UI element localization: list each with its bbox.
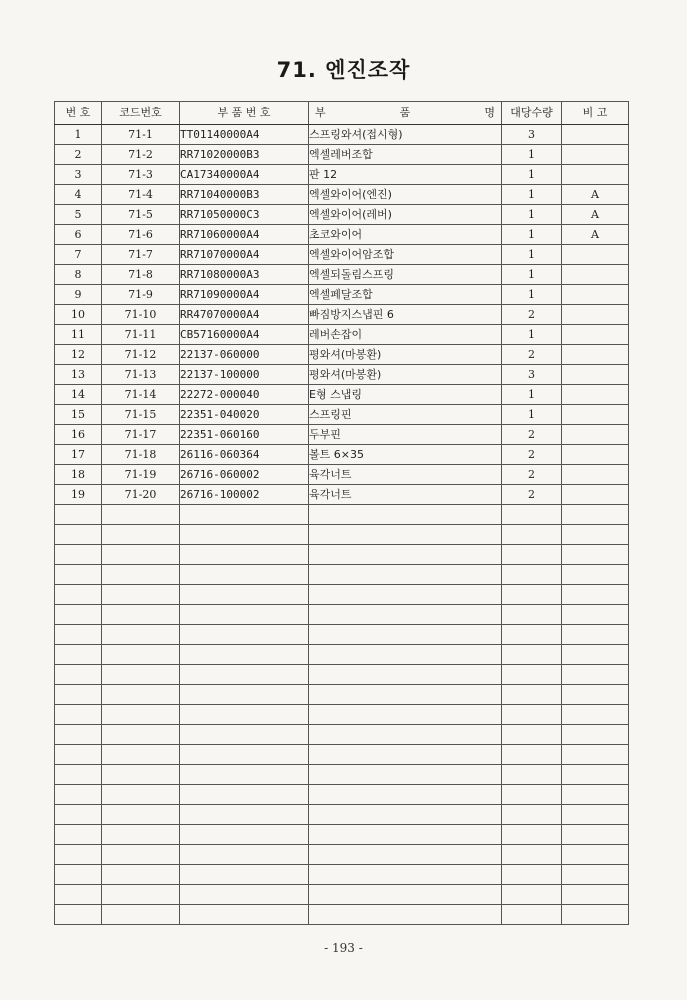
cell-part-number — [180, 505, 309, 525]
cell-note — [562, 705, 629, 725]
cell-code: 71-9 — [102, 285, 180, 305]
cell-note — [562, 125, 629, 145]
header-code: 코드번호 — [102, 102, 180, 125]
table-row — [55, 185, 629, 205]
cell-quantity — [502, 805, 562, 825]
empty-row — [55, 685, 629, 705]
cell-code: 71-11 — [102, 325, 180, 345]
cell-part-number: RR71060000A4 — [180, 225, 309, 245]
cell-code — [102, 865, 180, 885]
cell-part-name: 엑셀페달조합 — [309, 285, 502, 305]
cell-quantity — [502, 585, 562, 605]
cell-part-number — [180, 785, 309, 805]
cell-part-name: 육각너트 — [309, 485, 502, 505]
cell-part-name: 엑셀와이어암조합 — [309, 245, 502, 265]
cell-part-number: 22137-060000 — [180, 345, 309, 365]
cell-number: 7 — [55, 245, 102, 265]
cell-part-number — [180, 545, 309, 565]
cell-part-number — [180, 765, 309, 785]
cell-number: 8 — [55, 265, 102, 285]
cell-quantity: 3 — [502, 365, 562, 385]
cell-quantity — [502, 885, 562, 905]
table-row — [55, 465, 629, 485]
table-row — [55, 285, 629, 305]
cell-part-name — [309, 565, 502, 585]
cell-quantity: 2 — [502, 465, 562, 485]
cell-quantity — [502, 605, 562, 625]
cell-note — [562, 445, 629, 465]
cell-code — [102, 505, 180, 525]
cell-part-name — [309, 805, 502, 825]
cell-part-name: 레버손잡이 — [309, 325, 502, 345]
cell-note — [562, 605, 629, 625]
empty-row — [55, 805, 629, 825]
empty-row — [55, 605, 629, 625]
cell-part-name: 스프링와셔(접시형) — [309, 125, 502, 145]
cell-code: 71-1 — [102, 125, 180, 145]
cell-code: 71-18 — [102, 445, 180, 465]
empty-row — [55, 505, 629, 525]
cell-note — [562, 665, 629, 685]
cell-part-number — [180, 665, 309, 685]
cell-part-number: RR71080000A3 — [180, 265, 309, 285]
cell-code: 71-20 — [102, 485, 180, 505]
cell-number — [55, 905, 102, 925]
cell-code — [102, 625, 180, 645]
cell-code: 71-3 — [102, 165, 180, 185]
header-no: 번 호 — [55, 102, 102, 125]
cell-code — [102, 805, 180, 825]
cell-number — [55, 785, 102, 805]
cell-number — [55, 825, 102, 845]
cell-note — [562, 345, 629, 365]
cell-part-name — [309, 765, 502, 785]
cell-code — [102, 565, 180, 585]
cell-quantity: 3 — [502, 125, 562, 145]
cell-part-number — [180, 525, 309, 545]
empty-row — [55, 705, 629, 725]
cell-note — [562, 465, 629, 485]
cell-note — [562, 425, 629, 445]
cell-part-number: 22137-100000 — [180, 365, 309, 385]
cell-quantity: 2 — [502, 345, 562, 365]
cell-note — [562, 165, 629, 185]
cell-part-name: 볼트 6×35 — [309, 445, 502, 465]
cell-part-number — [180, 705, 309, 725]
cell-code: 71-19 — [102, 465, 180, 485]
cell-part-name: 엑셀되돌림스프링 — [309, 265, 502, 285]
header-part-name: 부 품 명 — [309, 102, 502, 125]
cell-part-name — [309, 645, 502, 665]
cell-number — [55, 805, 102, 825]
cell-note — [562, 385, 629, 405]
empty-row — [55, 525, 629, 545]
cell-quantity — [502, 845, 562, 865]
cell-part-name: 판 12 — [309, 165, 502, 185]
table-row — [55, 145, 629, 165]
cell-number: 10 — [55, 305, 102, 325]
cell-number — [55, 885, 102, 905]
cell-part-name: 육각너트 — [309, 465, 502, 485]
cell-note — [562, 285, 629, 305]
cell-quantity — [502, 725, 562, 745]
cell-quantity: 1 — [502, 225, 562, 245]
cell-note — [562, 625, 629, 645]
cell-quantity: 1 — [502, 205, 562, 225]
cell-number: 12 — [55, 345, 102, 365]
cell-number: 16 — [55, 425, 102, 445]
cell-part-number — [180, 725, 309, 745]
empty-row — [55, 885, 629, 905]
cell-number: 4 — [55, 185, 102, 205]
empty-row — [55, 845, 629, 865]
cell-quantity: 1 — [502, 185, 562, 205]
cell-number: 13 — [55, 365, 102, 385]
table-row — [55, 365, 629, 385]
empty-row — [55, 865, 629, 885]
cell-part-name — [309, 885, 502, 905]
table-row — [55, 245, 629, 265]
cell-part-number: CA17340000A4 — [180, 165, 309, 185]
cell-code — [102, 845, 180, 865]
cell-part-name — [309, 665, 502, 685]
cell-part-number: TT01140000A4 — [180, 125, 309, 145]
cell-quantity — [502, 765, 562, 785]
cell-number — [55, 665, 102, 685]
cell-number — [55, 745, 102, 765]
cell-note — [562, 585, 629, 605]
cell-code — [102, 605, 180, 625]
cell-number: 6 — [55, 225, 102, 245]
cell-code: 71-15 — [102, 405, 180, 425]
cell-number: 2 — [55, 145, 102, 165]
empty-row — [55, 745, 629, 765]
cell-part-number: 22272-000040 — [180, 385, 309, 405]
cell-part-number — [180, 825, 309, 845]
cell-quantity — [502, 625, 562, 645]
cell-quantity — [502, 545, 562, 565]
empty-row — [55, 725, 629, 745]
cell-quantity — [502, 665, 562, 685]
empty-row — [55, 665, 629, 685]
cell-part-number — [180, 645, 309, 665]
cell-part-name: 엑셀와이어(엔진) — [309, 185, 502, 205]
table-header-row — [55, 102, 629, 125]
cell-part-name: 평와셔(마봉환) — [309, 345, 502, 365]
cell-note — [562, 485, 629, 505]
cell-part-number: RR47070000A4 — [180, 305, 309, 325]
cell-quantity: 1 — [502, 265, 562, 285]
empty-row — [55, 765, 629, 785]
cell-number — [55, 845, 102, 865]
cell-quantity — [502, 505, 562, 525]
cell-note — [562, 545, 629, 565]
cell-code — [102, 545, 180, 565]
cell-part-name — [309, 525, 502, 545]
cell-part-number — [180, 605, 309, 625]
cell-part-name — [309, 905, 502, 925]
cell-note — [562, 845, 629, 865]
table-row — [55, 225, 629, 245]
cell-code: 71-12 — [102, 345, 180, 365]
cell-note — [562, 825, 629, 845]
empty-row — [55, 785, 629, 805]
cell-number — [55, 645, 102, 665]
cell-note — [562, 745, 629, 765]
table-row — [55, 325, 629, 345]
cell-part-name — [309, 725, 502, 745]
cell-part-name — [309, 705, 502, 725]
cell-note — [562, 325, 629, 345]
empty-row — [55, 545, 629, 565]
cell-note — [562, 245, 629, 265]
cell-code — [102, 785, 180, 805]
cell-part-number: RR71050000C3 — [180, 205, 309, 225]
cell-number — [55, 505, 102, 525]
cell-number: 11 — [55, 325, 102, 345]
cell-note — [562, 725, 629, 745]
cell-quantity: 2 — [502, 425, 562, 445]
cell-note — [562, 905, 629, 925]
cell-code: 71-2 — [102, 145, 180, 165]
cell-code — [102, 525, 180, 545]
cell-part-name — [309, 845, 502, 865]
empty-row — [55, 585, 629, 605]
cell-part-number: 26716-060002 — [180, 465, 309, 485]
cell-code — [102, 905, 180, 925]
cell-code — [102, 745, 180, 765]
cell-part-number: 26716-100002 — [180, 485, 309, 505]
cell-part-name: E형 스냅링 — [309, 385, 502, 405]
cell-number: 19 — [55, 485, 102, 505]
cell-code: 71-13 — [102, 365, 180, 385]
cell-part-name — [309, 865, 502, 885]
table-row — [55, 485, 629, 505]
cell-quantity — [502, 905, 562, 925]
cell-note — [562, 365, 629, 385]
cell-number — [55, 565, 102, 585]
cell-part-name — [309, 545, 502, 565]
page-title: 71. 엔진조작 — [276, 58, 411, 82]
cell-code — [102, 765, 180, 785]
cell-note — [562, 785, 629, 805]
cell-part-name — [309, 685, 502, 705]
cell-quantity — [502, 825, 562, 845]
cell-part-number: RR71040000B3 — [180, 185, 309, 205]
cell-number: 14 — [55, 385, 102, 405]
cell-quantity: 1 — [502, 165, 562, 185]
cell-part-name — [309, 605, 502, 625]
cell-note — [562, 865, 629, 885]
cell-part-number — [180, 625, 309, 645]
cell-note — [562, 685, 629, 705]
empty-row — [55, 825, 629, 845]
table-row — [55, 265, 629, 285]
cell-part-name: 두부핀 — [309, 425, 502, 445]
cell-quantity — [502, 785, 562, 805]
cell-number — [55, 725, 102, 745]
cell-note — [562, 805, 629, 825]
cell-code: 71-6 — [102, 225, 180, 245]
cell-note — [562, 765, 629, 785]
cell-quantity: 2 — [502, 305, 562, 325]
cell-part-number — [180, 805, 309, 825]
cell-number: 9 — [55, 285, 102, 305]
empty-row — [55, 905, 629, 925]
cell-note — [562, 265, 629, 285]
cell-quantity — [502, 565, 562, 585]
cell-number: 18 — [55, 465, 102, 485]
cell-note: A — [562, 205, 629, 225]
cell-part-number: 22351-040020 — [180, 405, 309, 425]
cell-number — [55, 625, 102, 645]
cell-code: 71-10 — [102, 305, 180, 325]
empty-row — [55, 625, 629, 645]
cell-code: 71-17 — [102, 425, 180, 445]
cell-part-number: 26116-060364 — [180, 445, 309, 465]
cell-code — [102, 725, 180, 745]
cell-number — [55, 685, 102, 705]
cell-part-name — [309, 625, 502, 645]
cell-part-name: 평와셔(마봉환) — [309, 365, 502, 385]
cell-note — [562, 645, 629, 665]
cell-part-name: 스프링핀 — [309, 405, 502, 425]
cell-part-number — [180, 565, 309, 585]
cell-code: 71-14 — [102, 385, 180, 405]
cell-number — [55, 765, 102, 785]
cell-part-number: RR71090000A4 — [180, 285, 309, 305]
cell-code — [102, 705, 180, 725]
cell-part-number: RR71070000A4 — [180, 245, 309, 265]
cell-number — [55, 605, 102, 625]
empty-row — [55, 645, 629, 665]
cell-part-name: 엑셀레버조합 — [309, 145, 502, 165]
table-row — [55, 165, 629, 185]
empty-row — [55, 565, 629, 585]
cell-part-name — [309, 585, 502, 605]
cell-part-name — [309, 505, 502, 525]
cell-code — [102, 585, 180, 605]
cell-quantity: 1 — [502, 245, 562, 265]
cell-note — [562, 525, 629, 545]
cell-quantity — [502, 525, 562, 545]
cell-part-name: 엑셀와이어(레버) — [309, 205, 502, 225]
cell-part-number — [180, 865, 309, 885]
cell-number: 3 — [55, 165, 102, 185]
cell-part-name — [309, 745, 502, 765]
table-row — [55, 125, 629, 145]
table-row — [55, 405, 629, 425]
cell-number: 15 — [55, 405, 102, 425]
cell-quantity: 2 — [502, 445, 562, 465]
cell-number: 17 — [55, 445, 102, 465]
cell-number — [55, 585, 102, 605]
table-row — [55, 345, 629, 365]
cell-part-number — [180, 845, 309, 865]
cell-part-number — [180, 905, 309, 925]
cell-quantity: 2 — [502, 485, 562, 505]
cell-code: 71-7 — [102, 245, 180, 265]
cell-note — [562, 145, 629, 165]
cell-note: A — [562, 185, 629, 205]
page-number: - 193 - — [324, 941, 363, 955]
cell-code — [102, 825, 180, 845]
cell-part-number — [180, 585, 309, 605]
cell-quantity — [502, 745, 562, 765]
cell-code: 71-4 — [102, 185, 180, 205]
cell-code — [102, 665, 180, 685]
cell-quantity: 1 — [502, 405, 562, 425]
cell-note — [562, 405, 629, 425]
cell-quantity: 1 — [502, 145, 562, 165]
table-row — [55, 385, 629, 405]
cell-note — [562, 885, 629, 905]
cell-code — [102, 685, 180, 705]
header-note: 비 고 — [562, 102, 629, 125]
cell-part-name: 빠짐방지스냅핀 6 — [309, 305, 502, 325]
cell-note — [562, 565, 629, 585]
cell-part-number — [180, 745, 309, 765]
cell-quantity — [502, 685, 562, 705]
cell-code — [102, 645, 180, 665]
cell-quantity — [502, 865, 562, 885]
cell-code — [102, 885, 180, 905]
cell-code: 71-5 — [102, 205, 180, 225]
cell-number: 1 — [55, 125, 102, 145]
cell-part-name: 초코와이어 — [309, 225, 502, 245]
cell-note — [562, 505, 629, 525]
cell-quantity — [502, 705, 562, 725]
cell-part-name — [309, 785, 502, 805]
table-row — [55, 205, 629, 225]
cell-part-number: CB57160000A4 — [180, 325, 309, 345]
cell-part-name — [309, 825, 502, 845]
table-row — [55, 425, 629, 445]
cell-part-number — [180, 685, 309, 705]
cell-number — [55, 525, 102, 545]
cell-number: 5 — [55, 205, 102, 225]
header-part-number: 부 품 번 호 — [180, 102, 309, 125]
cell-quantity: 1 — [502, 385, 562, 405]
cell-part-number — [180, 885, 309, 905]
cell-code: 71-8 — [102, 265, 180, 285]
table-row — [55, 445, 629, 465]
parts-table — [54, 101, 629, 925]
cell-quantity: 1 — [502, 325, 562, 345]
cell-part-number: RR71020000B3 — [180, 145, 309, 165]
cell-number — [55, 865, 102, 885]
cell-quantity — [502, 645, 562, 665]
header-quantity: 대당수량 — [502, 102, 562, 125]
cell-part-number: 22351-060160 — [180, 425, 309, 445]
cell-number — [55, 545, 102, 565]
table-row — [55, 305, 629, 325]
cell-note: A — [562, 225, 629, 245]
cell-quantity: 1 — [502, 285, 562, 305]
cell-note — [562, 305, 629, 325]
cell-number — [55, 705, 102, 725]
